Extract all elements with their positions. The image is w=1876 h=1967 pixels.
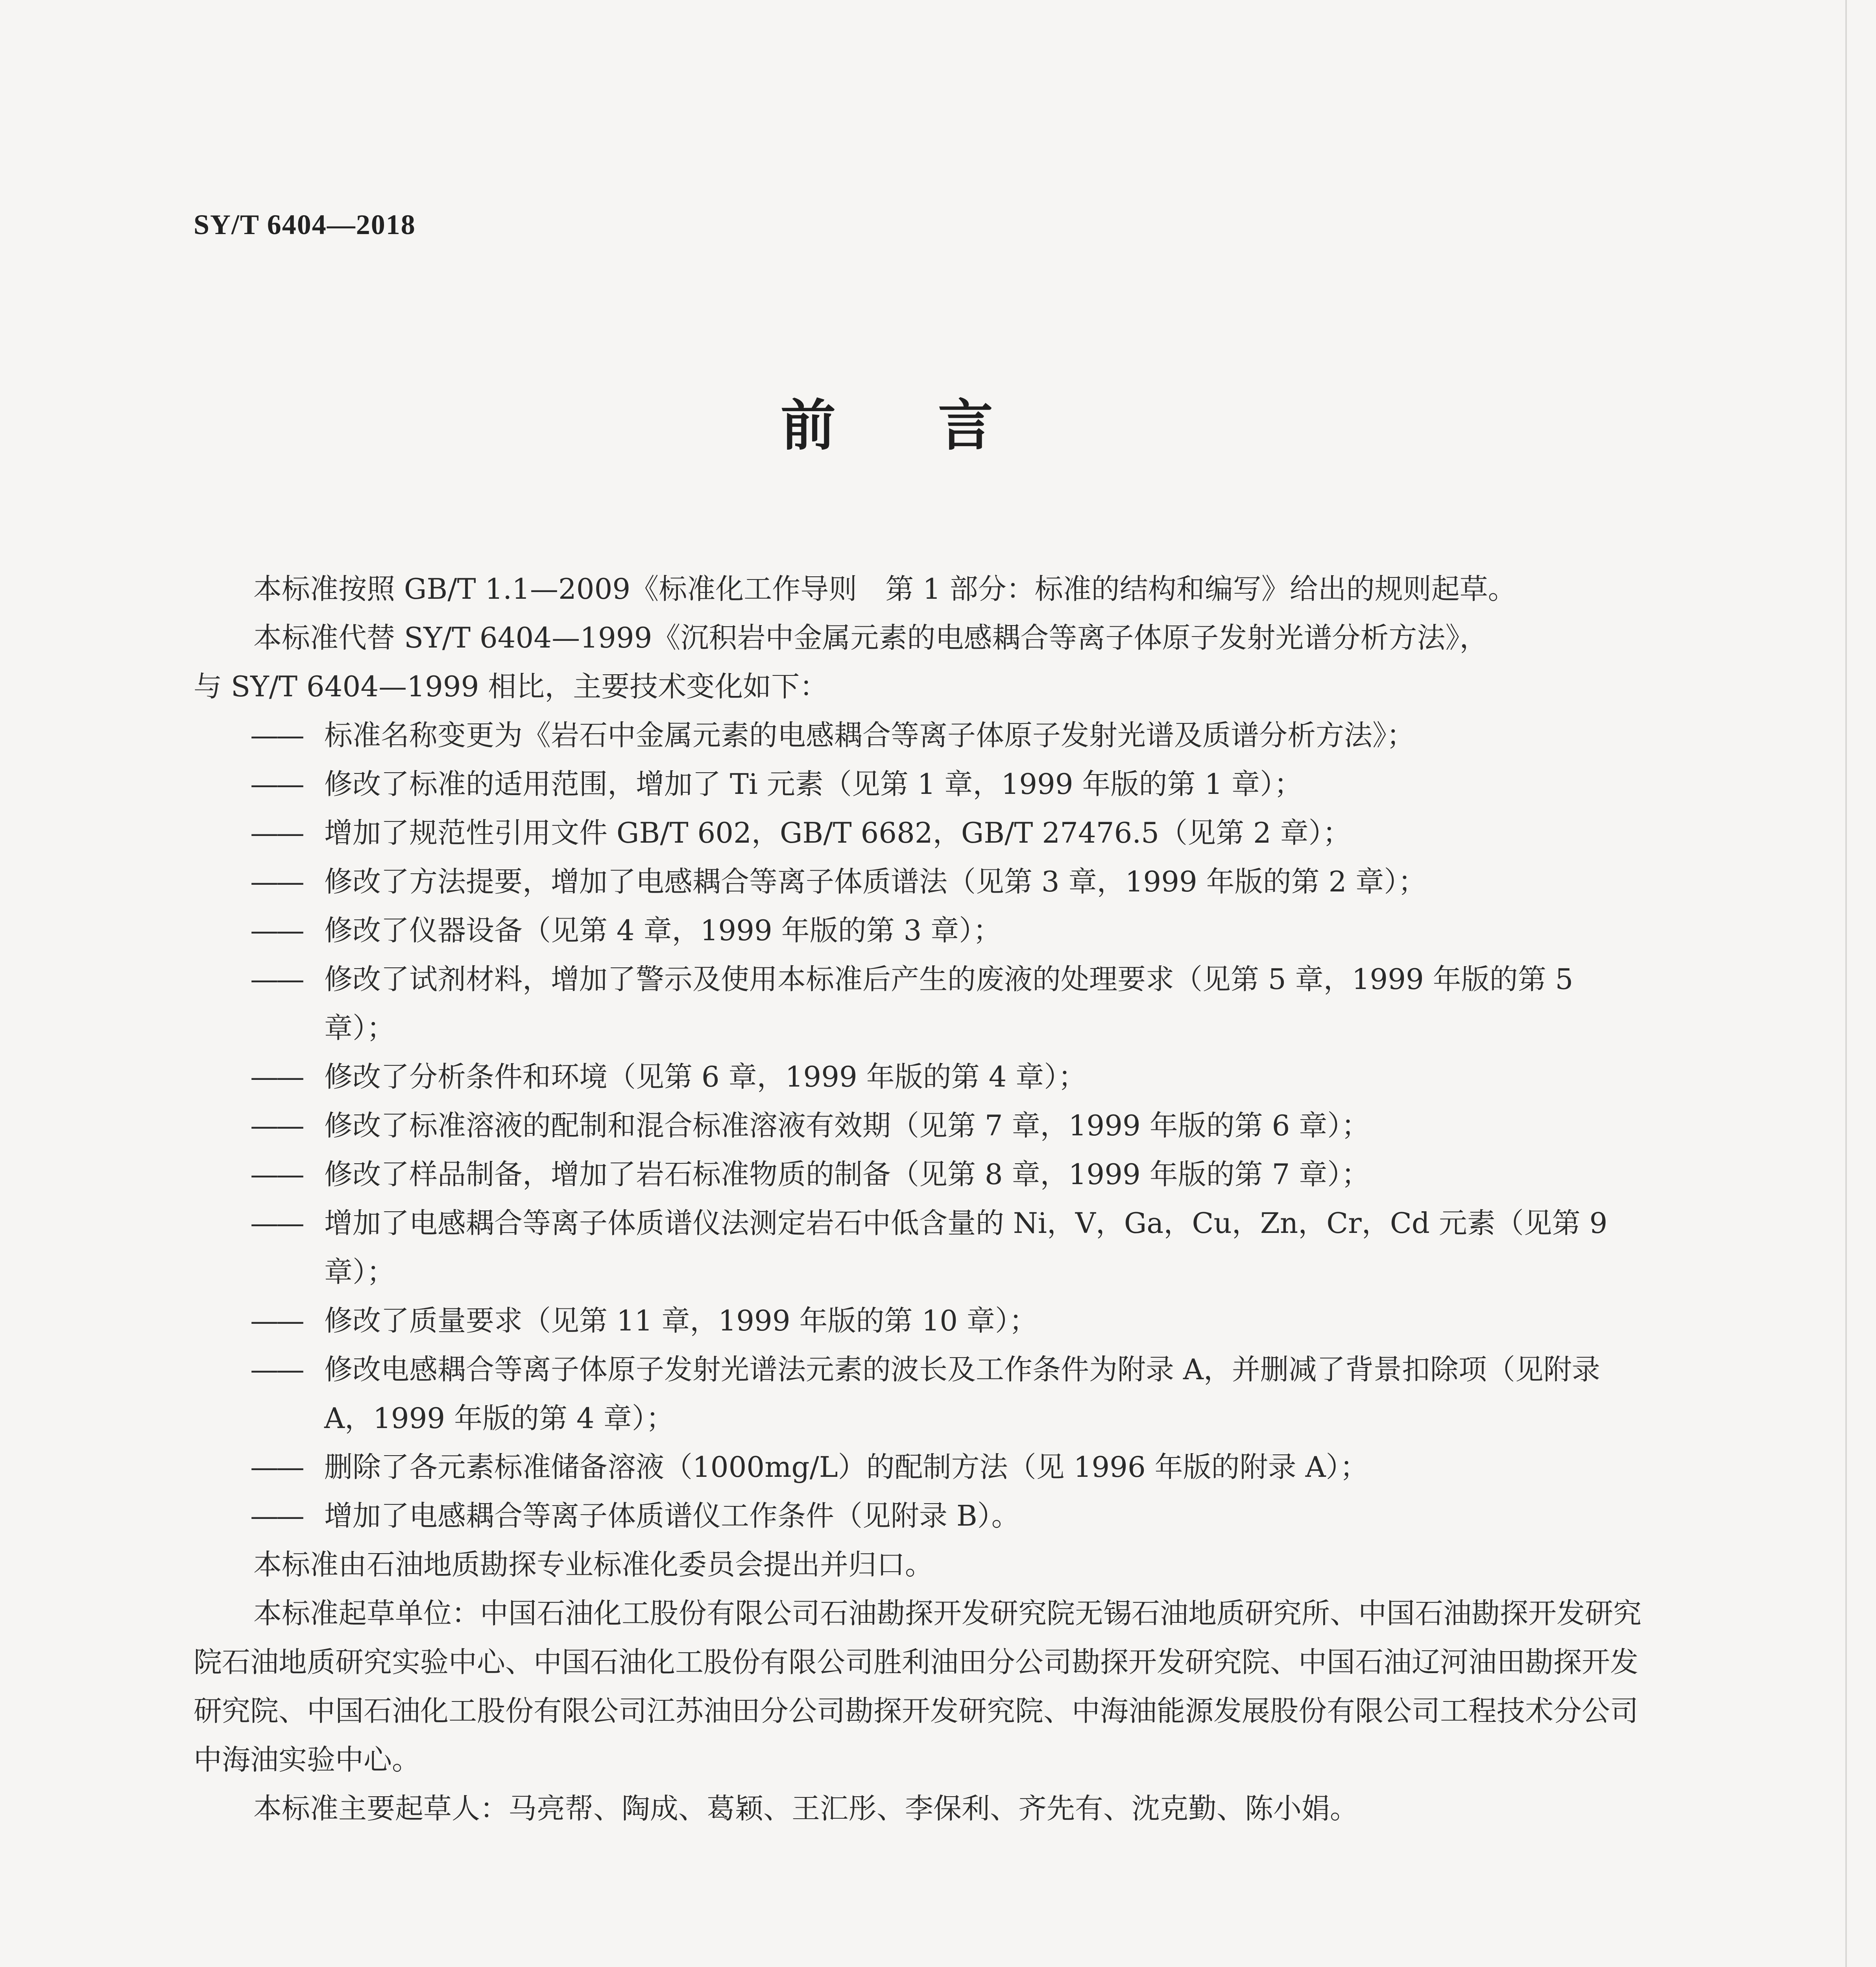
list-item-text: 修改了分析条件和环境（见第 6 章，1999 年版的第 4 章）； <box>324 1060 1087 1093</box>
list-dash: —— <box>250 1207 302 1240</box>
list-dash: —— <box>250 963 302 996</box>
list-item <box>194 1199 1649 1296</box>
list-item <box>194 1296 1649 1345</box>
paragraph: 本标准起草单位：中国石油化工股份有限公司石油勘探开发研究院无锡石油地质研究所、中国石油勘探开发研究院石油地质研究实验中心、中国石油化工股份有限公司胜利油田分公司勘探开发研究院、中国石油辽河油田勘探开发研究院、中国石油化工股份有限公司江苏油田分公司勘探开发研究院、中海油能源发展股份有限公司工程技术分公司中海油实验中心。 <box>194 1597 1642 1776</box>
list-dash: —— <box>250 1109 302 1142</box>
list-dash: —— <box>250 1158 302 1191</box>
list-dash: —— <box>250 1304 302 1337</box>
list-item-text: 增加了电感耦合等离子体质谱仪法测定岩石中低含量的 Ni，V，Ga，Cu，Zn，Cr，Cd 元素（见第 9 章）； <box>324 1207 1608 1288</box>
list-item-text: 增加了电感耦合等离子体质谱仪工作条件（见附录 B）。 <box>324 1499 1020 1532</box>
paragraph: 与 SY/T 6404—1999 相比，主要技术变化如下： <box>194 670 828 703</box>
list-item-text: 修改了试剂材料，增加了警示及使用本标准后产生的废液的处理要求（见第 5 章，1999 年版的第 5 章）； <box>324 963 1573 1044</box>
list-dash: —— <box>250 865 302 898</box>
paragraph: 本标准代替 SY/T 6404—1999《沉积岩中金属元素的电感耦合等离子体原子发射光谱分析方法》， <box>253 621 1488 654</box>
paragraph: 本标准由石油地质勘探专业标准化委员会提出并归口。 <box>253 1548 934 1581</box>
list-item <box>194 1101 1649 1150</box>
list-item <box>194 906 1649 955</box>
list-dash: —— <box>250 719 302 752</box>
list-dash: —— <box>250 1499 302 1532</box>
list-dash: —— <box>250 816 302 849</box>
list-item <box>194 857 1649 906</box>
list-item-text: 修改电感耦合等离子体原子发射光谱法元素的波长及工作条件为附录 A，并删减了背景扣除项（见附录 A，1999 年版的第 4 章）； <box>324 1353 1600 1435</box>
foreword-body <box>194 565 1649 1833</box>
list-item-text: 修改了标准溶液的配制和混合标准溶液有效期（见第 7 章，1999 年版的第 6 章）； <box>324 1109 1370 1142</box>
list-item <box>194 1052 1649 1101</box>
list-item <box>194 955 1649 1052</box>
list-dash: —— <box>250 914 302 947</box>
list-dash: —— <box>250 768 302 801</box>
list-item <box>194 711 1649 760</box>
list-item-text: 修改了样品制备，增加了岩石标准物质的制备（见第 8 章，1999 年版的第 7 章）； <box>324 1158 1370 1191</box>
page-title: 前言 <box>780 394 1095 458</box>
list-item <box>194 1150 1649 1199</box>
list-item-text: 修改了标准的适用范围，增加了 Ti 元素（见第 1 章，1999 年版的第 1 章）； <box>324 768 1303 801</box>
list-item-text: 修改了方法提要，增加了电感耦合等离子体质谱法（见第 3 章，1999 年版的第 2 章）； <box>324 865 1427 898</box>
list-item-text: 修改了质量要求（见第 11 章，1999 年版的第 10 章）； <box>324 1304 1038 1337</box>
list-dash: —— <box>250 1450 302 1484</box>
list-item <box>194 1345 1649 1443</box>
list-item-text: 标准名称变更为《岩石中金属元素的电感耦合等离子体原子发射光谱及质谱分析方法》； <box>324 719 1415 752</box>
list-item <box>194 808 1649 857</box>
list-item-text: 删除了各元素标准储备溶液（1000mg/L）的配制方法（见 1996 年版的附录 A）； <box>324 1450 1368 1484</box>
page-edge <box>1845 0 1847 1967</box>
list-item <box>194 1443 1649 1491</box>
list-dash: —— <box>250 1060 302 1093</box>
list-item <box>194 760 1649 808</box>
paragraph: 本标准按照 GB/T 1.1—2009《标准化工作导则 第 1 部分：标准的结构和编写》给出的规则起草。 <box>253 572 1516 605</box>
document-code: SY/T 6404—2018 <box>194 209 416 240</box>
list-dash: —— <box>250 1353 302 1386</box>
paragraph: 本标准主要起草人：马亮帮、陶成、葛颖、王汇彤、李保利、齐先有、沈克勤、陈小娟。 <box>253 1792 1359 1825</box>
list-item-text: 增加了规范性引用文件 GB/T 602，GB/T 6682，GB/T 27476.5（见第 2 章）； <box>324 816 1351 849</box>
list-item <box>194 1491 1649 1540</box>
list-item-text: 修改了仪器设备（见第 4 章，1999 年版的第 3 章）； <box>324 914 1002 947</box>
